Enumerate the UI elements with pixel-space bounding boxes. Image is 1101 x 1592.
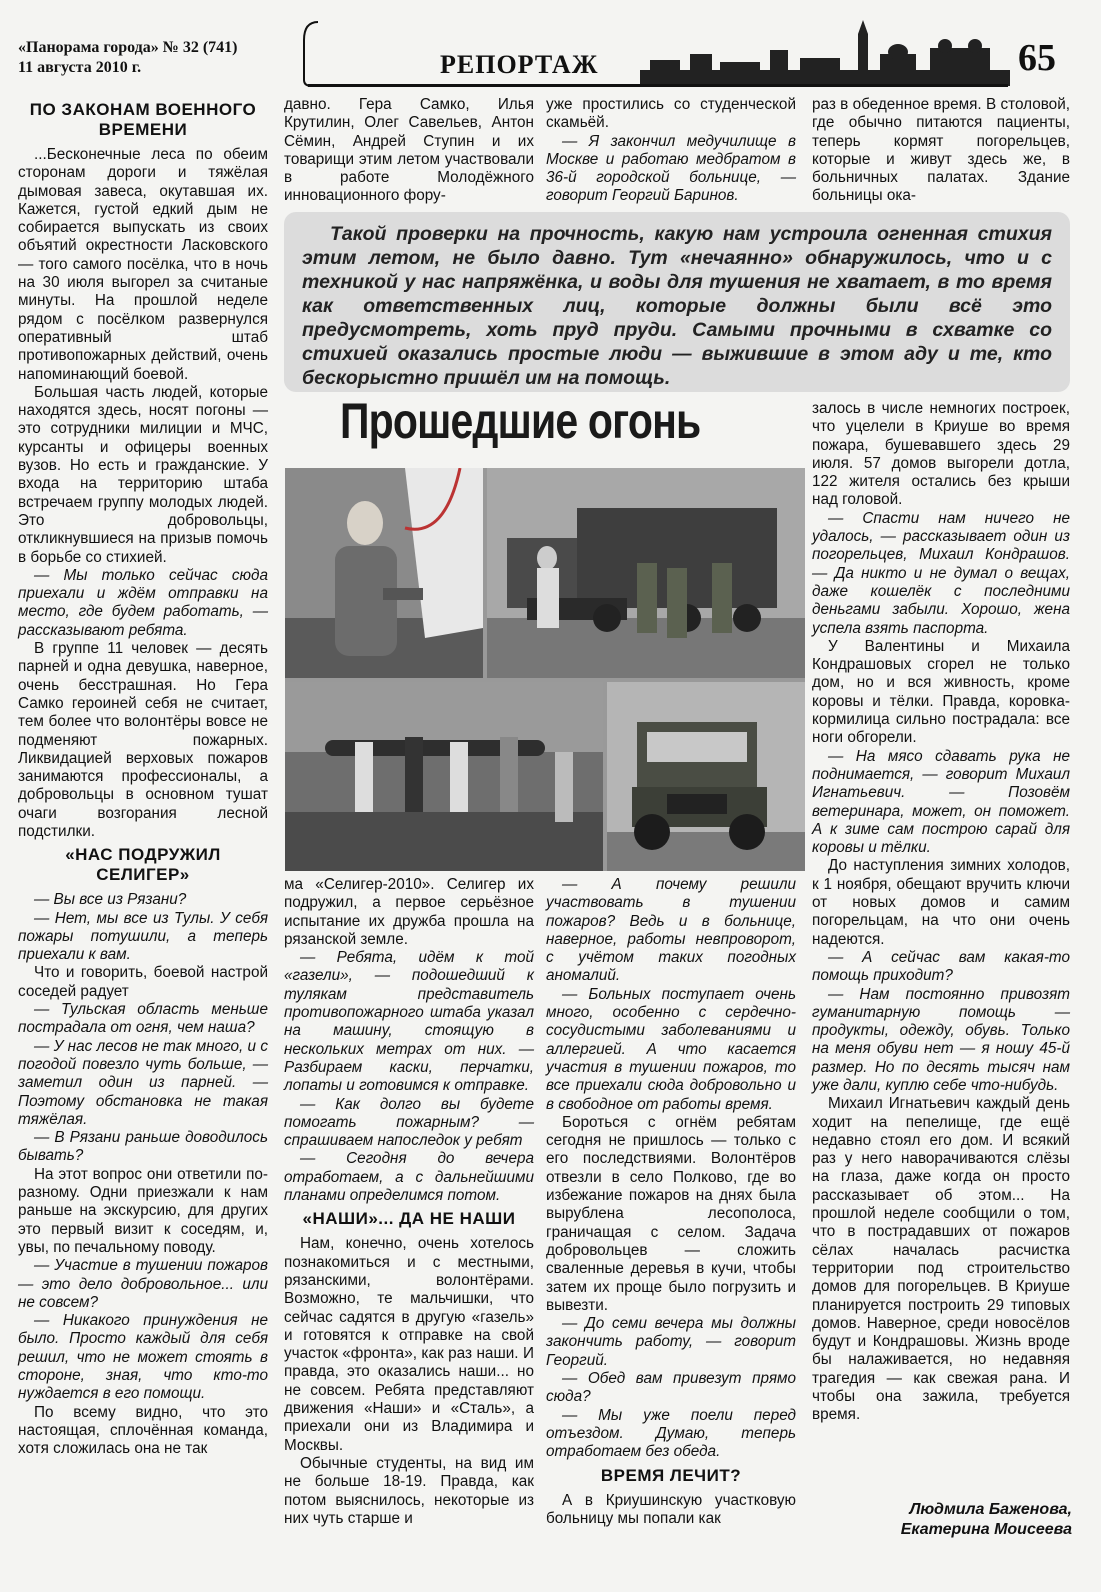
column-2-top [284, 96, 534, 206]
question: — В Рязани раньше доводилось бывать? [18, 1129, 268, 1165]
author-2: Екатерина Моисеева [900, 1521, 1072, 1538]
subhead-time-heals: ВРЕМЯ ЛЕЧИТ? [600, 1465, 742, 1485]
byline [876, 1500, 1072, 1540]
paragraph: Обычные студенты, на вид им не больше 18-19. Правда, как потом выяснилось, некоторые из них чуть старше и [284, 1454, 534, 1527]
header-rule [308, 84, 1008, 87]
paragraph: По всему видно, что это настоящая, сплочённая команда, хотя сложилась она не так [18, 1403, 268, 1458]
paragraph: Бороться с огнём ребятам сегодня не пришлось — только с его последствиями. Волонтёров отвезли в село Полково, где во избежание пожаров на днях была вырублена лесополоса, граничащая с селом. Задача добровольцев — сложить сваленные деревья в кучи, чтобы затем их проще было погрузить и вывезти. [546, 1113, 796, 1314]
lead-box: Такой проверки на прочность, какую нам устроила огненная стихия этим летом, не было давно. Тут «нечаянно» обнаружилось, что и с техникой у нас напряжёнка, и воды для тушения не хватает, в то время как ответственных лиц, которые должны были всё это предусмотреть, хоть пруд пруди. Самыми прочными в схватке со стихией оказались простые люди — выжившие в этом аду и те, кто бескорыстно пришёл им на помощь. [284, 212, 1070, 392]
paragraph: ...Бесконечные леса по обеим сторонам дороги и тяжёлая дымовая завеса, окутавшая их. Кажется, густой едкий дым не собирается выпускать из своих объятий окрестности Ласковского — того самого посёлка, что в ночь на 30 июля выгорел за считаные минуты. На прошлой неделе рядом с посёлком развернулся оперативный штаб противопожарных действий, очень напоминающий боевой. [18, 146, 268, 383]
subhead-seliger: «НАС ПОДРУЖИЛ СЕЛИГЕР» [65, 845, 221, 885]
question: — Тульская область меньше пострадала от огня, чем наша? [18, 1001, 268, 1037]
rubric-title: РЕПОРТАЖ [440, 50, 599, 79]
column-4-bottom [812, 400, 1070, 1425]
photo-army-truck [607, 682, 805, 871]
paragraph: давно. Гера Самко, Илья Крутилин, Олег Савельев, Антон Сёмин, Андрей Ступин и их товарищи этим летом участвовали в работе Молодёжного инновационного фору- [284, 96, 534, 205]
answer: — Никакого принуждения не было. Просто каждый для себя решил, что не может стоять в стороне, зная, что кто-то нуждается в его помощи. [18, 1312, 268, 1403]
quote-paragraph: — Ребята, идём к той «газели», — подошедший к тулякам представитель противопожарного штаба указал на машину, стоящую в нескольких метрах от них. — Разбираем каски, перчатки, лопаты и готовимся к отправке. [284, 949, 534, 1095]
paragraph: уже простились со студенческой скамьёй. [546, 96, 796, 132]
paragraph: Михаил Игнатьевич каждый день ходит на пепелище, где ещё недавно стоял его дом. И всякий раз у него наворачиваются слёзы на глаза, даже когда он просто рассказывает об этом... На прошлой неделе сообщили о том, что в пострадавших от пожаров сёлах началась расчистка территории под строительство домов для погорельцев. В Криуше планируется построить 29 типовых домов. Наверное, среди новосёлов будут и Кондрашовы. Жизнь вроде бы налаживается, но недавняя трагедия — как свежая рана. И чтобы она зажила, требуется время. [812, 1095, 1070, 1424]
paragraph: Нам, конечно, очень хотелось познакомиться и с местными, рязанскими, волонтёрами. Возможно, те мальчишки, что сейчас садятся в другую «газель» и готовятся к отправке на свой участок «фронта», как раз наши. И правда, это оказались наши... но не совсем. Ребята представляют движения «Наши» и «Сталь», а приехали они из Владимира и Москвы. [284, 1235, 534, 1454]
paragraph: В группе 11 человек — десять парней и одна девушка, наверное, очень бесстрашная. Но Гера Самко героиней себя не считает, тем более что волонтёры вовсе не подменяют пожарных. Ликвидацией верховых пожаров занимаются профессионалы, а добровольцы в основном тушат очаги возгорания лесной подстилки. [18, 640, 268, 840]
paragraph: До наступления зимних холодов, к 1 ноября, обещают вручить ключи от новых домов и самим погорельцам, на что они очень надеются. [812, 857, 1070, 948]
paragraph: залось в числе немногих построек, что уцелели в Криуше во время пожара, бушевавшего здесь 29 июля. 57 домов выгорели дотла, 122 жителя остались без крыши над головой. [812, 400, 1070, 509]
answer: — Больных поступает очень много, особенно с сердечно-сосудистыми заболеваниями и аллергией. А что касается участия в тушении пожаров, то все приехали сюда добровольно и в свободное от работы время. [546, 985, 796, 1113]
page-number: 65 [1018, 37, 1056, 79]
photo-volunteers-carrying-log [285, 682, 603, 871]
photo-collage [285, 468, 805, 871]
answer: — Нет, мы все из Тулы. У себя пожары потушили, а теперь приехали к вам. [18, 909, 268, 964]
column-1 [18, 96, 268, 1458]
question: — Обед вам привезут прямо сюда? [546, 1370, 796, 1406]
quote-paragraph: — На мясо сдавать рука не поднимается, — говорит Михаил Игнатьевич. — Позовём ветеринара, может, он поможет. А к зиме сам построю сарай для коровы и тёлки. [812, 747, 1070, 857]
photo-soldiers-machinery [487, 468, 805, 678]
quote-paragraph: — Спасти нам ничего не удалось, — рассказывает один из погорельцев, Михаил Кондрашов. — Да никто и не думал о вещах, даже кошелёк с последними деньгами забыли. Хорошо, жена успела взять паспорта. [812, 509, 1070, 637]
answer: — Мы уже поели перед отъездом. Думаю, теперь отработаем без обеда. [546, 1406, 796, 1461]
question: — Как долго вы будете помогать пожарным? — спрашиваем напоследок у ребят [284, 1095, 534, 1150]
question: — Участие в тушении пожаров — это дело добровольное... или не совсем? [18, 1257, 268, 1311]
photo-man-by-firetruck [285, 468, 483, 678]
paragraph: У Валентины и Михаила Кондрашовых сгорел не только дом, но и вся живность, кроме коровы и тёлки. Правда, коровка-кормилица сильно пострадала: все ноги обгорели. [812, 637, 1070, 747]
quote-paragraph: — Мы только сейчас сюда приехали и ждём отправки на место, где будем работать, — рассказывают ребята. [18, 566, 268, 639]
question: — А сейчас вам какая-то помощь приходит? [812, 948, 1070, 985]
masthead-info [18, 38, 237, 78]
column-3-top [546, 96, 796, 206]
quote-paragraph: — Я закончил медучилище в Москве и работаю медбратом в 36-й городской больнице, — говорит Георгий Баринов. [546, 132, 796, 205]
city-skyline-icon [640, 20, 1010, 86]
column-2-bottom [284, 876, 534, 1528]
question: — Вы все из Рязани? [34, 891, 187, 909]
paragraph: Большая часть людей, которые находятся здесь, носят погоны — это сотрудники милиции и МЧС, курсанты и офицеры военных вузов. Но есть и гражданские. У входа на территорию штаба встречаем группу молодых людей. Это добровольцы, откликнувшиеся на призыв помочь в борьбе со стихией. [18, 383, 268, 566]
question: — А почему решили участвовать в тушении пожаров? Ведь и в больнице, наверное, работы невпроворот, с учётом таких погодных аномалий. [546, 876, 796, 985]
answer: — Сегодня до вечера отработаем, а с дальнейшими планами определимся потом. [284, 1150, 534, 1205]
paragraph: На этот вопрос они ответили по-разному. Одни приезжали к нам раньше на экскурсию, для других это первый визит к соседям, и, увы, по печальному поводу. [18, 1165, 268, 1256]
article-title: Прошедшие огонь [340, 393, 701, 449]
answer: — Нам постоянно привозят гуманитарную помощь — продукты, одежду, обувь. Только на меня обуви нет — я ношу 45-й размер. Но по десять тысяч нам уже дали, куплю себе что-нибудь. [812, 985, 1070, 1094]
paragraph: А в Криушинскую участковую больницу мы попали как [546, 1491, 796, 1527]
quote-paragraph: — До семи вечера мы должны закончить работу, — говорит Георгий. [546, 1315, 796, 1369]
issue-date: 11 августа 2010 г. [18, 59, 142, 76]
answer: — У нас лесов не так много, и с погодой повезло чуть больше, — заметил один из парней. — Поэтому обстановка не такая тяжёлая. [18, 1037, 268, 1128]
column-3-bottom [546, 876, 796, 1528]
paper-issue: «Панорама города» № 32 (741) [18, 39, 238, 56]
subhead-war-time: ПО ЗАКОНАМ ВОЕННОГО ВРЕМЕНИ [29, 100, 257, 139]
paragraph: ма «Селигер-2010». Селигер их подружил, а первое серьёзное испытание их дружба прошла на рязанской земле. [284, 876, 534, 948]
paragraph: раз в обеденное время. В столовой, где обычно питаются пациенты, теперь кормят погорельцев, которые и живут здесь же, в больничных палатах. Здание больницы ока- [812, 96, 1070, 205]
header-bracket [300, 20, 322, 90]
subhead-nashi: «НАШИ»... ДА НЕ НАШИ [302, 1209, 516, 1229]
paragraph: Что и говорить, боевой настрой соседей радует [18, 964, 268, 1000]
author-1: Людмила Баженова, [909, 1501, 1072, 1518]
column-4-top [812, 96, 1070, 206]
